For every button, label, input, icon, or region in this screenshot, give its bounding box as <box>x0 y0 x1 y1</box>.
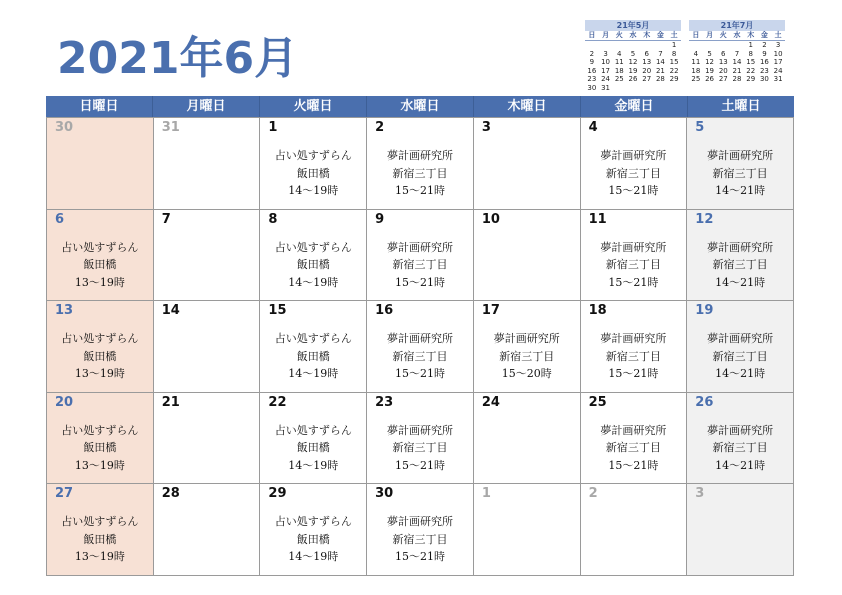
day-number: 6 <box>55 211 65 227</box>
event-line: 14〜19時 <box>288 458 339 472</box>
mini-day: 6 <box>721 49 726 58</box>
day-number: 29 <box>268 486 287 502</box>
day-number: 19 <box>695 303 714 319</box>
mini-day: 26 <box>628 75 638 83</box>
day-number: 3 <box>481 120 491 135</box>
mini-calendar-title: 21年5月 <box>585 20 681 31</box>
mini-day: 22 <box>669 66 679 75</box>
mini-day <box>612 41 626 50</box>
mini-weekday: 月 <box>602 31 610 39</box>
mini-day: 28 <box>655 75 665 83</box>
mini-day <box>703 41 717 50</box>
day-cell <box>474 118 581 210</box>
mini-day: 9 <box>589 58 595 66</box>
day-number: 27 <box>55 486 74 502</box>
mini-day: 1 <box>748 41 753 49</box>
mini-day: 29 <box>669 75 679 83</box>
mini-weekday: 日 <box>588 31 596 39</box>
day-cell <box>154 393 261 485</box>
day-number: 24 <box>481 394 500 410</box>
day-cell <box>687 210 794 302</box>
mini-day: 26 <box>705 75 715 83</box>
mini-calendar-weekdays <box>585 31 681 41</box>
mini-day: 30 <box>587 83 597 92</box>
mini-day: 11 <box>614 58 624 66</box>
mini-day: 20 <box>642 66 652 75</box>
day-cell <box>367 484 474 576</box>
mini-day: 8 <box>748 49 753 58</box>
day-number: 2 <box>375 120 385 135</box>
mini-day: 9 <box>762 49 767 58</box>
event-line: 夢計画研究所 <box>707 149 774 162</box>
mini-day: 12 <box>628 58 638 66</box>
event-line: 14〜21時 <box>715 275 766 289</box>
event-line: 新宿三丁目 <box>712 441 768 455</box>
mini-weekday: 金 <box>760 31 768 39</box>
event-line: 占い処すずらん <box>61 515 139 529</box>
event-block <box>260 513 366 566</box>
mini-day <box>599 41 613 50</box>
mini-weekday: 水 <box>629 31 637 39</box>
mini-day: 31 <box>601 83 611 92</box>
day-cell <box>581 393 688 485</box>
event-block <box>687 422 793 475</box>
event-line: 15〜21時 <box>608 458 659 472</box>
day-cell <box>154 484 261 576</box>
event-block <box>581 330 687 383</box>
day-number: 3 <box>695 486 705 502</box>
mini-day: 21 <box>732 66 742 75</box>
event-line: 夢計画研究所 <box>707 423 774 437</box>
day-cell <box>47 118 154 210</box>
event-line: 新宿三丁目 <box>712 258 768 272</box>
mini-calendar-days <box>585 41 681 92</box>
event-line: 新宿三丁目 <box>392 166 448 180</box>
day-number: 7 <box>161 211 171 227</box>
event-line: 14〜21時 <box>715 458 766 472</box>
event-line: 夢計画研究所 <box>600 332 667 346</box>
mini-day: 19 <box>628 66 638 75</box>
mini-day: 12 <box>705 58 715 66</box>
day-cell <box>154 301 261 393</box>
mini-day: 16 <box>587 66 597 75</box>
day-cell <box>474 484 581 576</box>
mini-day: 3 <box>775 41 781 49</box>
mini-day: 17 <box>601 66 611 75</box>
event-line: 夢計画研究所 <box>707 240 774 254</box>
mini-day: 27 <box>642 75 652 83</box>
event-block <box>47 422 153 475</box>
day-number: 10 <box>481 211 500 227</box>
mini-day: 5 <box>707 49 712 58</box>
day-cell <box>581 118 688 210</box>
mini-day <box>626 41 640 50</box>
day-number: 25 <box>588 394 607 410</box>
event-line: 夢計画研究所 <box>386 332 453 346</box>
mini-weekday: 月 <box>706 31 714 39</box>
event-line: 15〜20時 <box>501 367 552 381</box>
event-line: 占い処すずらん <box>274 149 352 162</box>
event-line: 15〜21時 <box>394 184 445 197</box>
mini-calendar-days <box>689 41 785 84</box>
mini-day: 27 <box>718 75 728 83</box>
day-cell <box>260 301 367 393</box>
day-cell <box>260 118 367 210</box>
event-line: 14〜19時 <box>288 550 339 564</box>
day-number: 12 <box>695 211 714 227</box>
event-block <box>687 330 793 383</box>
day-number: 1 <box>481 486 491 502</box>
event-line: 14〜19時 <box>288 184 339 197</box>
mini-day: 7 <box>734 49 740 58</box>
day-number: 30 <box>55 120 74 135</box>
mini-weekday: 水 <box>733 31 741 39</box>
mini-day: 4 <box>693 49 699 58</box>
month-calendar <box>46 96 794 575</box>
mini-day: 31 <box>773 75 783 83</box>
mini-day: 4 <box>617 49 622 58</box>
day-cell <box>474 301 581 393</box>
mini-day: 22 <box>746 66 756 75</box>
mini-day <box>654 84 668 93</box>
mini-day <box>640 84 654 93</box>
calendar-grid <box>46 117 794 576</box>
mini-day: 6 <box>644 49 649 58</box>
day-number: 31 <box>161 120 180 135</box>
event-block <box>367 330 473 383</box>
event-line: 13〜19時 <box>74 458 125 472</box>
mini-calendar-july <box>689 20 785 84</box>
weekday-header: 水曜日 <box>367 96 474 117</box>
weekday-header: 火曜日 <box>260 96 367 117</box>
event-block <box>367 147 473 200</box>
event-line: 夢計画研究所 <box>493 332 560 346</box>
mini-day: 10 <box>773 49 783 58</box>
event-block <box>367 513 473 566</box>
day-cell <box>47 301 154 393</box>
day-cell <box>367 301 474 393</box>
mini-day: 13 <box>718 58 728 66</box>
event-line: 15〜21時 <box>394 550 445 564</box>
day-cell <box>687 118 794 210</box>
event-line: 14〜19時 <box>288 275 339 289</box>
event-line: 新宿三丁目 <box>392 258 448 272</box>
day-number: 20 <box>55 394 74 410</box>
event-block <box>581 422 687 475</box>
event-block <box>47 239 153 292</box>
day-cell <box>474 210 581 302</box>
mini-weekday: 土 <box>774 31 782 39</box>
mini-day: 2 <box>589 49 595 58</box>
mini-day: 11 <box>691 58 701 66</box>
mini-day: 23 <box>759 66 769 75</box>
day-cell <box>154 210 261 302</box>
mini-day: 5 <box>630 49 636 58</box>
event-block <box>367 239 473 292</box>
mini-day: 14 <box>655 58 665 66</box>
mini-day: 14 <box>732 58 742 66</box>
mini-day: 30 <box>759 75 769 83</box>
event-line: 飯田橋 <box>296 441 330 455</box>
event-block <box>687 147 793 200</box>
event-line: 夢計画研究所 <box>386 149 453 162</box>
event-line: 占い処すずらん <box>274 240 352 254</box>
event-line: 15〜21時 <box>394 275 445 289</box>
event-line: 飯田橋 <box>296 532 330 546</box>
event-block <box>474 330 580 383</box>
event-line: 13〜19時 <box>74 367 125 381</box>
day-cell <box>260 484 367 576</box>
event-line: 13〜19時 <box>74 275 125 289</box>
day-cell <box>474 393 581 485</box>
event-block <box>260 330 366 383</box>
mini-day: 25 <box>691 75 701 83</box>
event-line: 新宿三丁目 <box>392 349 448 363</box>
day-cell <box>367 393 474 485</box>
event-block <box>367 422 473 475</box>
event-line: 占い処すずらん <box>274 423 352 437</box>
mini-day <box>654 41 668 50</box>
mini-weekday: 土 <box>670 31 678 39</box>
mini-day: 25 <box>614 75 624 83</box>
mini-day: 13 <box>642 58 652 66</box>
mini-day: 15 <box>669 58 679 66</box>
day-number: 30 <box>375 486 394 502</box>
mini-day: 2 <box>762 41 767 49</box>
event-line: 夢計画研究所 <box>600 149 667 162</box>
event-line: 夢計画研究所 <box>386 423 453 437</box>
mini-day: 21 <box>655 66 665 75</box>
event-line: 14〜19時 <box>288 367 339 381</box>
event-line: 占い処すずらん <box>61 240 139 254</box>
event-line: 飯田橋 <box>83 532 117 546</box>
event-line: 占い処すずらん <box>61 423 139 437</box>
mini-weekday: 金 <box>656 31 664 39</box>
day-cell <box>154 118 261 210</box>
mini-day: 10 <box>601 58 611 66</box>
day-cell <box>47 484 154 576</box>
event-block <box>581 239 687 292</box>
mini-day: 20 <box>718 66 728 75</box>
day-cell <box>47 393 154 485</box>
mini-day: 18 <box>614 66 624 75</box>
event-line: 飯田橋 <box>83 258 117 272</box>
event-line: 夢計画研究所 <box>386 240 453 254</box>
event-line: 15〜21時 <box>394 458 445 472</box>
event-line: 新宿三丁目 <box>392 532 448 546</box>
mini-day: 18 <box>691 66 701 75</box>
day-cell <box>367 210 474 302</box>
mini-day: 8 <box>671 49 677 58</box>
mini-day: 16 <box>759 58 769 66</box>
day-number: 16 <box>375 303 394 319</box>
weekday-header: 金曜日 <box>581 96 688 117</box>
event-line: 占い処すずらん <box>274 515 352 529</box>
mini-weekday: 火 <box>719 31 727 39</box>
mini-day: 15 <box>746 58 756 66</box>
event-line: 15〜21時 <box>608 367 659 381</box>
event-block <box>260 239 366 292</box>
event-block <box>260 147 366 200</box>
event-line: 飯田橋 <box>83 441 117 455</box>
event-line: 15〜21時 <box>608 275 659 289</box>
mini-day: 29 <box>746 75 756 83</box>
day-number: 4 <box>588 120 598 135</box>
event-line: 飯田橋 <box>296 349 330 363</box>
mini-weekday: 火 <box>615 31 623 39</box>
day-number: 22 <box>268 394 287 410</box>
event-line: 夢計画研究所 <box>600 423 667 437</box>
day-cell <box>687 301 794 393</box>
weekday-header: 日曜日 <box>46 96 153 117</box>
day-number: 18 <box>588 303 607 319</box>
weekday-header: 土曜日 <box>721 99 761 114</box>
event-line: 占い処すずらん <box>61 332 139 346</box>
event-line: 夢計画研究所 <box>707 332 774 346</box>
event-line: 新宿三丁目 <box>712 166 768 180</box>
event-line: 14〜21時 <box>715 184 766 197</box>
mini-weekday: 木 <box>747 31 755 39</box>
day-number: 23 <box>375 394 394 410</box>
weekday-header: 月曜日 <box>153 96 260 117</box>
event-line: 新宿三丁目 <box>605 349 661 363</box>
event-line: 新宿三丁目 <box>499 349 555 363</box>
mini-calendar-may <box>585 20 681 92</box>
event-block <box>47 330 153 383</box>
day-number: 5 <box>695 120 705 135</box>
event-line: 新宿三丁目 <box>605 441 661 455</box>
event-line: 夢計画研究所 <box>386 515 453 529</box>
event-line: 新宿三丁目 <box>605 258 661 272</box>
day-number: 21 <box>161 394 180 410</box>
mini-day: 28 <box>732 75 742 83</box>
event-line: 新宿三丁目 <box>392 441 448 455</box>
mini-day <box>730 41 744 50</box>
day-number: 15 <box>268 303 287 319</box>
mini-day: 24 <box>773 66 783 75</box>
day-cell <box>260 393 367 485</box>
mini-day <box>640 41 654 50</box>
event-block <box>581 147 687 200</box>
day-cell <box>367 118 474 210</box>
mini-day <box>716 41 730 50</box>
day-number: 13 <box>55 303 74 319</box>
event-line: 新宿三丁目 <box>605 166 661 180</box>
weekday-header: 木曜日 <box>474 96 581 117</box>
event-line: 14〜21時 <box>715 367 766 381</box>
event-line: 飯田橋 <box>296 166 330 180</box>
day-number: 11 <box>588 211 607 227</box>
mini-day <box>689 41 703 50</box>
day-cell <box>581 301 688 393</box>
mini-weekday: 木 <box>643 31 651 39</box>
event-line: 占い処すずらん <box>274 332 352 346</box>
event-block <box>260 422 366 475</box>
page-title: 2021年6月 <box>57 33 299 84</box>
event-line: 飯田橋 <box>296 258 330 272</box>
day-cell <box>581 210 688 302</box>
mini-day: 17 <box>773 58 783 66</box>
mini-day: 3 <box>603 49 608 58</box>
day-number: 17 <box>481 303 500 319</box>
day-number: 28 <box>161 486 180 502</box>
day-cell <box>687 484 794 576</box>
mini-day <box>626 84 640 93</box>
mini-weekday: 日 <box>692 31 700 39</box>
day-cell <box>47 210 154 302</box>
day-number: 2 <box>588 486 598 502</box>
event-line: 飯田橋 <box>83 349 117 363</box>
mini-calendar-title: 21年7月 <box>689 20 785 31</box>
mini-day: 23 <box>587 75 597 83</box>
day-number: 9 <box>375 211 385 227</box>
day-number: 14 <box>161 303 180 319</box>
event-line: 新宿三丁目 <box>712 349 768 363</box>
event-line: 13〜19時 <box>74 550 125 564</box>
event-line: 15〜21時 <box>608 184 659 197</box>
day-cell <box>260 210 367 302</box>
mini-day <box>612 84 626 93</box>
mini-day <box>667 84 681 93</box>
mini-day: 19 <box>705 66 715 75</box>
day-number: 1 <box>268 120 278 135</box>
mini-day: 24 <box>601 75 611 83</box>
mini-calendar-weekdays <box>689 31 785 41</box>
mini-day: 7 <box>658 49 663 58</box>
day-number: 26 <box>695 394 714 410</box>
event-block <box>687 239 793 292</box>
mini-day <box>585 41 599 50</box>
day-cell <box>687 393 794 485</box>
day-cell <box>581 484 688 576</box>
mini-day: 1 <box>671 41 677 49</box>
event-block <box>47 513 153 566</box>
event-line: 15〜21時 <box>394 367 445 381</box>
day-number: 8 <box>268 211 278 227</box>
weekday-header-row <box>46 96 794 117</box>
event-line: 夢計画研究所 <box>600 240 667 254</box>
